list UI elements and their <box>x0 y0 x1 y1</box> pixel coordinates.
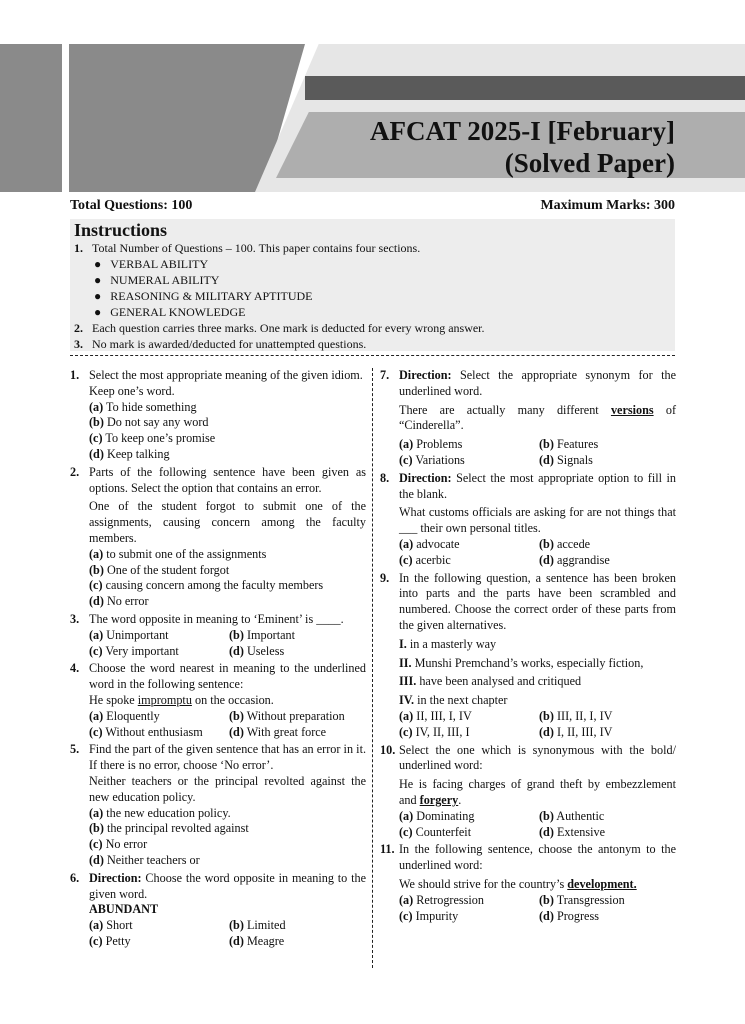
option-d: (d) No error <box>89 594 149 609</box>
option-c: (c) Without enthusiasm <box>89 724 203 739</box>
option-d: (d) Progress <box>539 908 599 923</box>
option-b: (b) III, II, I, IV <box>539 708 613 723</box>
question-7: 7. Direction: Select the appropriate synonym for the underlined word. There are actually many different versions of “Cinderella”. (a) Problems (b) Features (c) Variations (d) Signals <box>380 368 676 467</box>
option-d: (d) Keep talking <box>89 446 170 461</box>
option-d: (d) aggrandise <box>539 552 610 567</box>
question-1: 1. Select the most appropriate meaning of the given idiom. Keep one’s word. (a) To hide something (b) Do not say any word (c) To keep one’s promise (d) Keep talking <box>70 368 366 463</box>
option-b: (b) Limited <box>229 918 286 933</box>
part-iii: III. have been analysed and critiqued <box>399 674 582 689</box>
option-b: (b) Authentic <box>539 808 605 823</box>
option-c: (c) To keep one’s promise <box>89 431 216 446</box>
option-c: (c) Variations <box>399 452 465 467</box>
paper-meta <box>70 198 675 214</box>
option-a: (a) the new education policy. <box>89 805 231 820</box>
option-a: (a) advocate <box>399 536 460 551</box>
question-9: 9. In the following question, a sentence has been broken into parts and the parts have been scrambled and numbered. Choose the correct order of these parts from the given alternatives. I. in a masterly way II. Munshi Premchand’s works, especially fiction, III. have been analysed and critiqued IV. in the next chapter (a) II, III, I, IV (b) III, II, I, IV (c) IV, II, III, I (d) I, II, III, IV <box>380 570 676 739</box>
header-banner <box>0 44 745 192</box>
option-c: (c) No error <box>89 837 148 852</box>
option-a: (a) Short <box>89 918 133 933</box>
option-c: (c) Counterfeit <box>399 824 472 839</box>
section-item: ● REASONING & MILITARY APTITUDE <box>94 289 313 303</box>
question-11: 11. In the following sentence, choose the antonym to the underlined word: We should strive for the country’s development. (a) Retrogression (b) Transgression (c) Impurity (d) Progress <box>380 842 676 923</box>
option-d: (d) Neither teachers or <box>89 852 200 867</box>
option-c: (c) Very important <box>89 643 179 658</box>
section-item: ● VERBAL ABILITY <box>94 257 209 271</box>
part-i: I. in a masterly way <box>399 636 497 651</box>
option-b: (b) Without preparation <box>229 708 345 723</box>
option-b: (b) Features <box>539 437 599 452</box>
section-item: ● NUMERAL ABILITY <box>94 273 220 287</box>
question-3: 3. The word opposite in meaning to ‘Eminent’ is ____. (a) Unimportant (b) Important (c) Very important (d) Useless <box>70 612 366 659</box>
question-2: 2. Parts of the following sentence have been given as options. Select the option that contains an error. One of the student forgot to submit one of the assignments, causing concern among the faculty members. (a) to submit one of the assignments (b) One of the student forgot (c) causing concern among the faculty members (d) No error <box>70 464 366 609</box>
maximum-marks: Maximum Marks: 300 <box>540 198 675 213</box>
instruction-2: 2. Each question carries three marks. One mark is deducted for every wrong answer. <box>74 321 485 335</box>
question-10: 10. Select the one which is synonymous with the bold/ underlined word: He is facing charges of grand theft by embezzlement and forgery. (a) Dominating (b) Authentic (c) Counterfeit (d) Extensive <box>380 742 676 839</box>
option-c: (c) Petty <box>89 933 131 948</box>
part-iv: IV. in the next chapter <box>399 693 508 708</box>
option-b: (b) Transgression <box>539 892 625 907</box>
left-column <box>70 368 366 952</box>
total-questions: Total Questions: 100 <box>70 198 193 213</box>
instruction-1: 1. Total Number of Questions – 100. This paper contains four sections. <box>74 241 421 255</box>
section-item: ● GENERAL KNOWLEDGE <box>94 305 246 319</box>
option-d: (d) Signals <box>539 452 593 467</box>
section-divider <box>70 355 675 356</box>
option-c: (c) acerbic <box>399 552 451 567</box>
right-column <box>380 368 676 926</box>
instructions-box <box>70 219 675 351</box>
option-b: (b) One of the student forgot <box>89 562 230 577</box>
option-a: (a) Eloquently <box>89 708 160 723</box>
option-a: (a) Problems <box>399 437 463 452</box>
option-c: (c) IV, II, III, I <box>399 724 470 739</box>
option-b: (b) Do not say any word <box>89 415 209 430</box>
banner-bar-left <box>0 44 62 192</box>
option-b: (b) the principal revolted against <box>89 821 249 836</box>
question-4: 4. Choose the word nearest in meaning to the underlined word in the following sentence: He spoke impromptu on the occasion. (a) Eloquently (b) Without preparation (c) Without enthusiasm (d) With great force <box>70 661 366 739</box>
paper-subtitle: (Solved Paper) <box>504 148 675 178</box>
option-d: (d) Extensive <box>539 824 606 839</box>
question-6: 6. Direction: Choose the word opposite in meaning to the given word. ABUNDANT (a) Short (b) Limited (c) Petty (d) Meagre <box>70 870 366 948</box>
question-8: 8. Direction: Select the most appropriate option to fill in the blank. What customs officials are asking for are not things that ___ their own personal titles. (a) advocate (b) accede (c) acerbic (d) aggrandise <box>380 470 676 567</box>
option-a: (a) Dominating <box>399 808 475 823</box>
option-a: (a) II, III, I, IV <box>399 708 472 723</box>
option-a: (a) To hide something <box>89 399 197 414</box>
instruction-3: 3. No mark is awarded/deducted for unattempted questions. <box>74 337 367 351</box>
banner-dark-stripe <box>305 76 745 100</box>
question-5: 5. Find the part of the given sentence that has an error in it. If there is no error, choose ‘No error’. Neither teachers or the principal revolted against the new education policy. (a) the new education policy. (b) the principal revolted against (c) No error (d) Neither teachers or <box>70 742 366 867</box>
option-b: (b) accede <box>539 536 591 551</box>
part-ii: II. Munshi Premchand’s works, especially fiction, <box>399 655 644 670</box>
paper-title: AFCAT 2025-I [February] <box>370 116 675 146</box>
column-divider <box>372 368 373 968</box>
option-d: (d) Useless <box>229 643 285 658</box>
option-d: (d) Meagre <box>229 933 285 948</box>
instructions-heading: Instructions <box>74 220 168 240</box>
option-d: (d) I, II, III, IV <box>539 724 613 739</box>
option-a: (a) Retrogression <box>399 892 484 907</box>
option-c: (c) causing concern among the faculty members <box>89 578 324 593</box>
option-d: (d) With great force <box>229 724 327 739</box>
option-a: (a) to submit one of the assignments <box>89 546 267 561</box>
option-a: (a) Unimportant <box>89 627 169 642</box>
option-b: (b) Important <box>229 627 296 642</box>
option-c: (c) Impurity <box>399 908 459 923</box>
